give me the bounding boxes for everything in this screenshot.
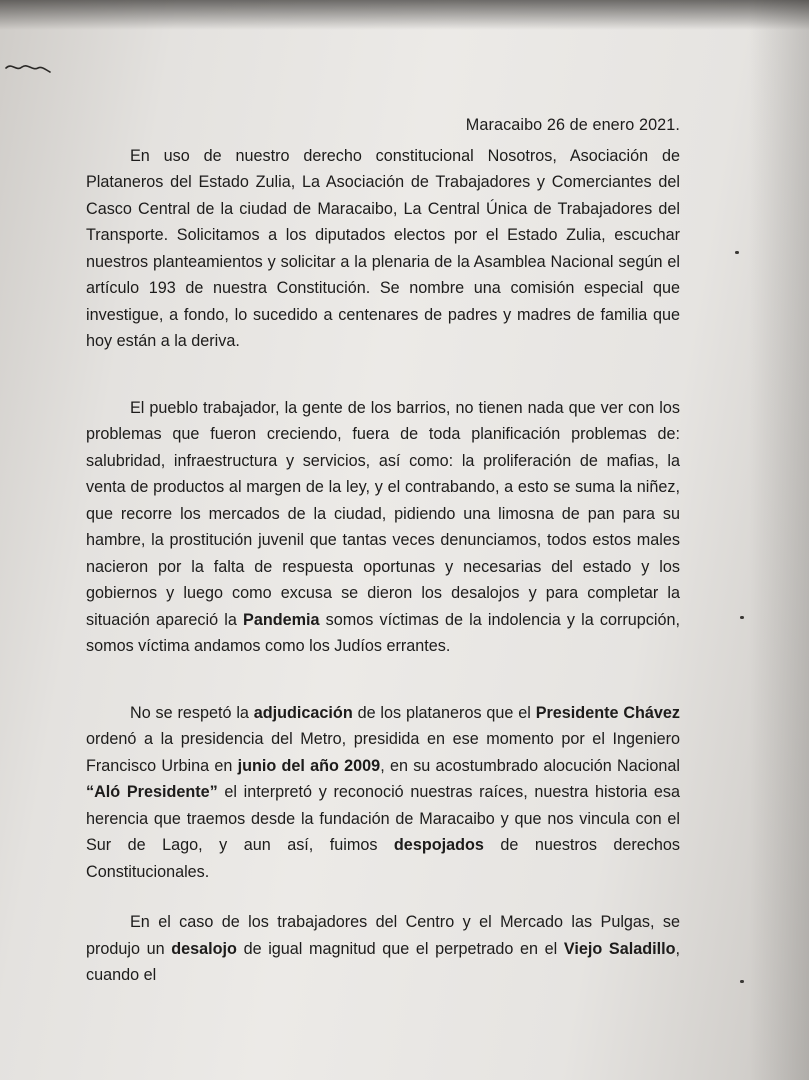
paragraph-4-bold-viejo-saladillo: Viejo Saladillo <box>563 939 676 958</box>
paragraph-2-text-a: El pueblo trabajador, la gente de los barrios, no tienen nada que ver con los problemas que fueron creciendo, fuera de toda planificación problemas de: salubridad, infraestructura y servicios, así como: la proliferación de mafias, la venta de productos al margen de la ley, y el contrabando, a esto se suma la niñez, que recorre los mercados de la ciudad, pidiendo una limosna de pan para su hambre, la prostitución juvenil que tantas veces denunciamos, todos estos males nacieron por la falta de respuesta oportunas y necesarias del estado y los gobiernos y luego como excusa se dieron los desalojos y para completar la situación apareció la <box>86 398 680 629</box>
paragraph-3-text-a: No se respetó la <box>130 703 254 722</box>
paragraph-3-bold-alo-presidente: “Aló Presidente” <box>86 783 218 801</box>
ink-speck <box>740 616 744 619</box>
paragraph-3-text-f: de nuestros derechos Constitucionales. <box>86 836 680 881</box>
paragraph-1: En uso de nuestro derecho constitucional Nosotros, Asociación de Plataneros del Estado Zulia, La Asociación de Trabajadores y Comerciantes del Casco Central de la ciudad de Maracaibo, La Central Única de Trabajadores del Transporte. Solicitamos a los diputados electos por el Estado Zulia, escuchar nuestros planteamientos y solicitar a la plenaria de la Asamblea Nacional según el artículo 193 de nuestra Constitución. Se nombre una comisión especial que investigue, a fondo, lo sucedido a centenares de padres y madres de familia que hoy están a la deriva. <box>86 146 680 350</box>
page-shadow <box>749 0 809 1080</box>
paragraph-3-text-d: , en su acostumbrado alocución Nacional <box>380 756 680 775</box>
paragraph-3-text-e: el interpretó y reconoció nuestras raíces, nuestra historia esa herencia que traemos desde la fundación de Maracaibo y que nos vincula con el Sur de Lago, y aun así, fuimos <box>86 783 680 854</box>
paragraph-4-text-b: de igual magnitud que el perpetrado en el <box>236 939 564 958</box>
letter-body <box>86 112 680 989</box>
paragraph-2-text-b: somos víctimas de la indolencia y la corrupción, somos víctima andamos como los Judíos errantes. <box>86 610 680 655</box>
pen-mark-scribble <box>4 58 52 78</box>
paragraph-4-bold-desalojo: desalojo <box>171 939 237 958</box>
paragraph-4-text-c: , cuando el <box>86 939 680 984</box>
paragraph-3-bold-despojados: despojados <box>393 836 484 854</box>
paragraph-2-bold-pandemia: Pandemia <box>243 610 320 629</box>
paragraph-3-bold-adjudicacion: adjudicación <box>253 703 353 722</box>
paragraph-3-bold-fecha: junio del año 2009 <box>237 756 381 775</box>
paragraph-4-text-a: En el caso de los trabajadores del Centro y el Mercado las Pulgas, se produjo un <box>86 913 680 958</box>
paragraph-4 <box>86 909 680 989</box>
ink-speck <box>735 251 739 254</box>
paragraph-3 <box>86 700 680 886</box>
paragraph-3-text-b: de los plataneros que el <box>352 703 536 722</box>
ink-speck <box>740 980 744 983</box>
paragraph-2 <box>86 395 680 660</box>
letter-date: Maracaibo 26 de enero 2021. <box>465 116 680 134</box>
top-shadow <box>0 0 809 30</box>
paragraph-3-bold-presidente: Presidente Chávez <box>535 703 680 722</box>
paragraph-3-text-c: ordenó a la presidencia del Metro, presidida en ese momento por el Ingeniero Francisco Urbina en <box>86 730 680 775</box>
